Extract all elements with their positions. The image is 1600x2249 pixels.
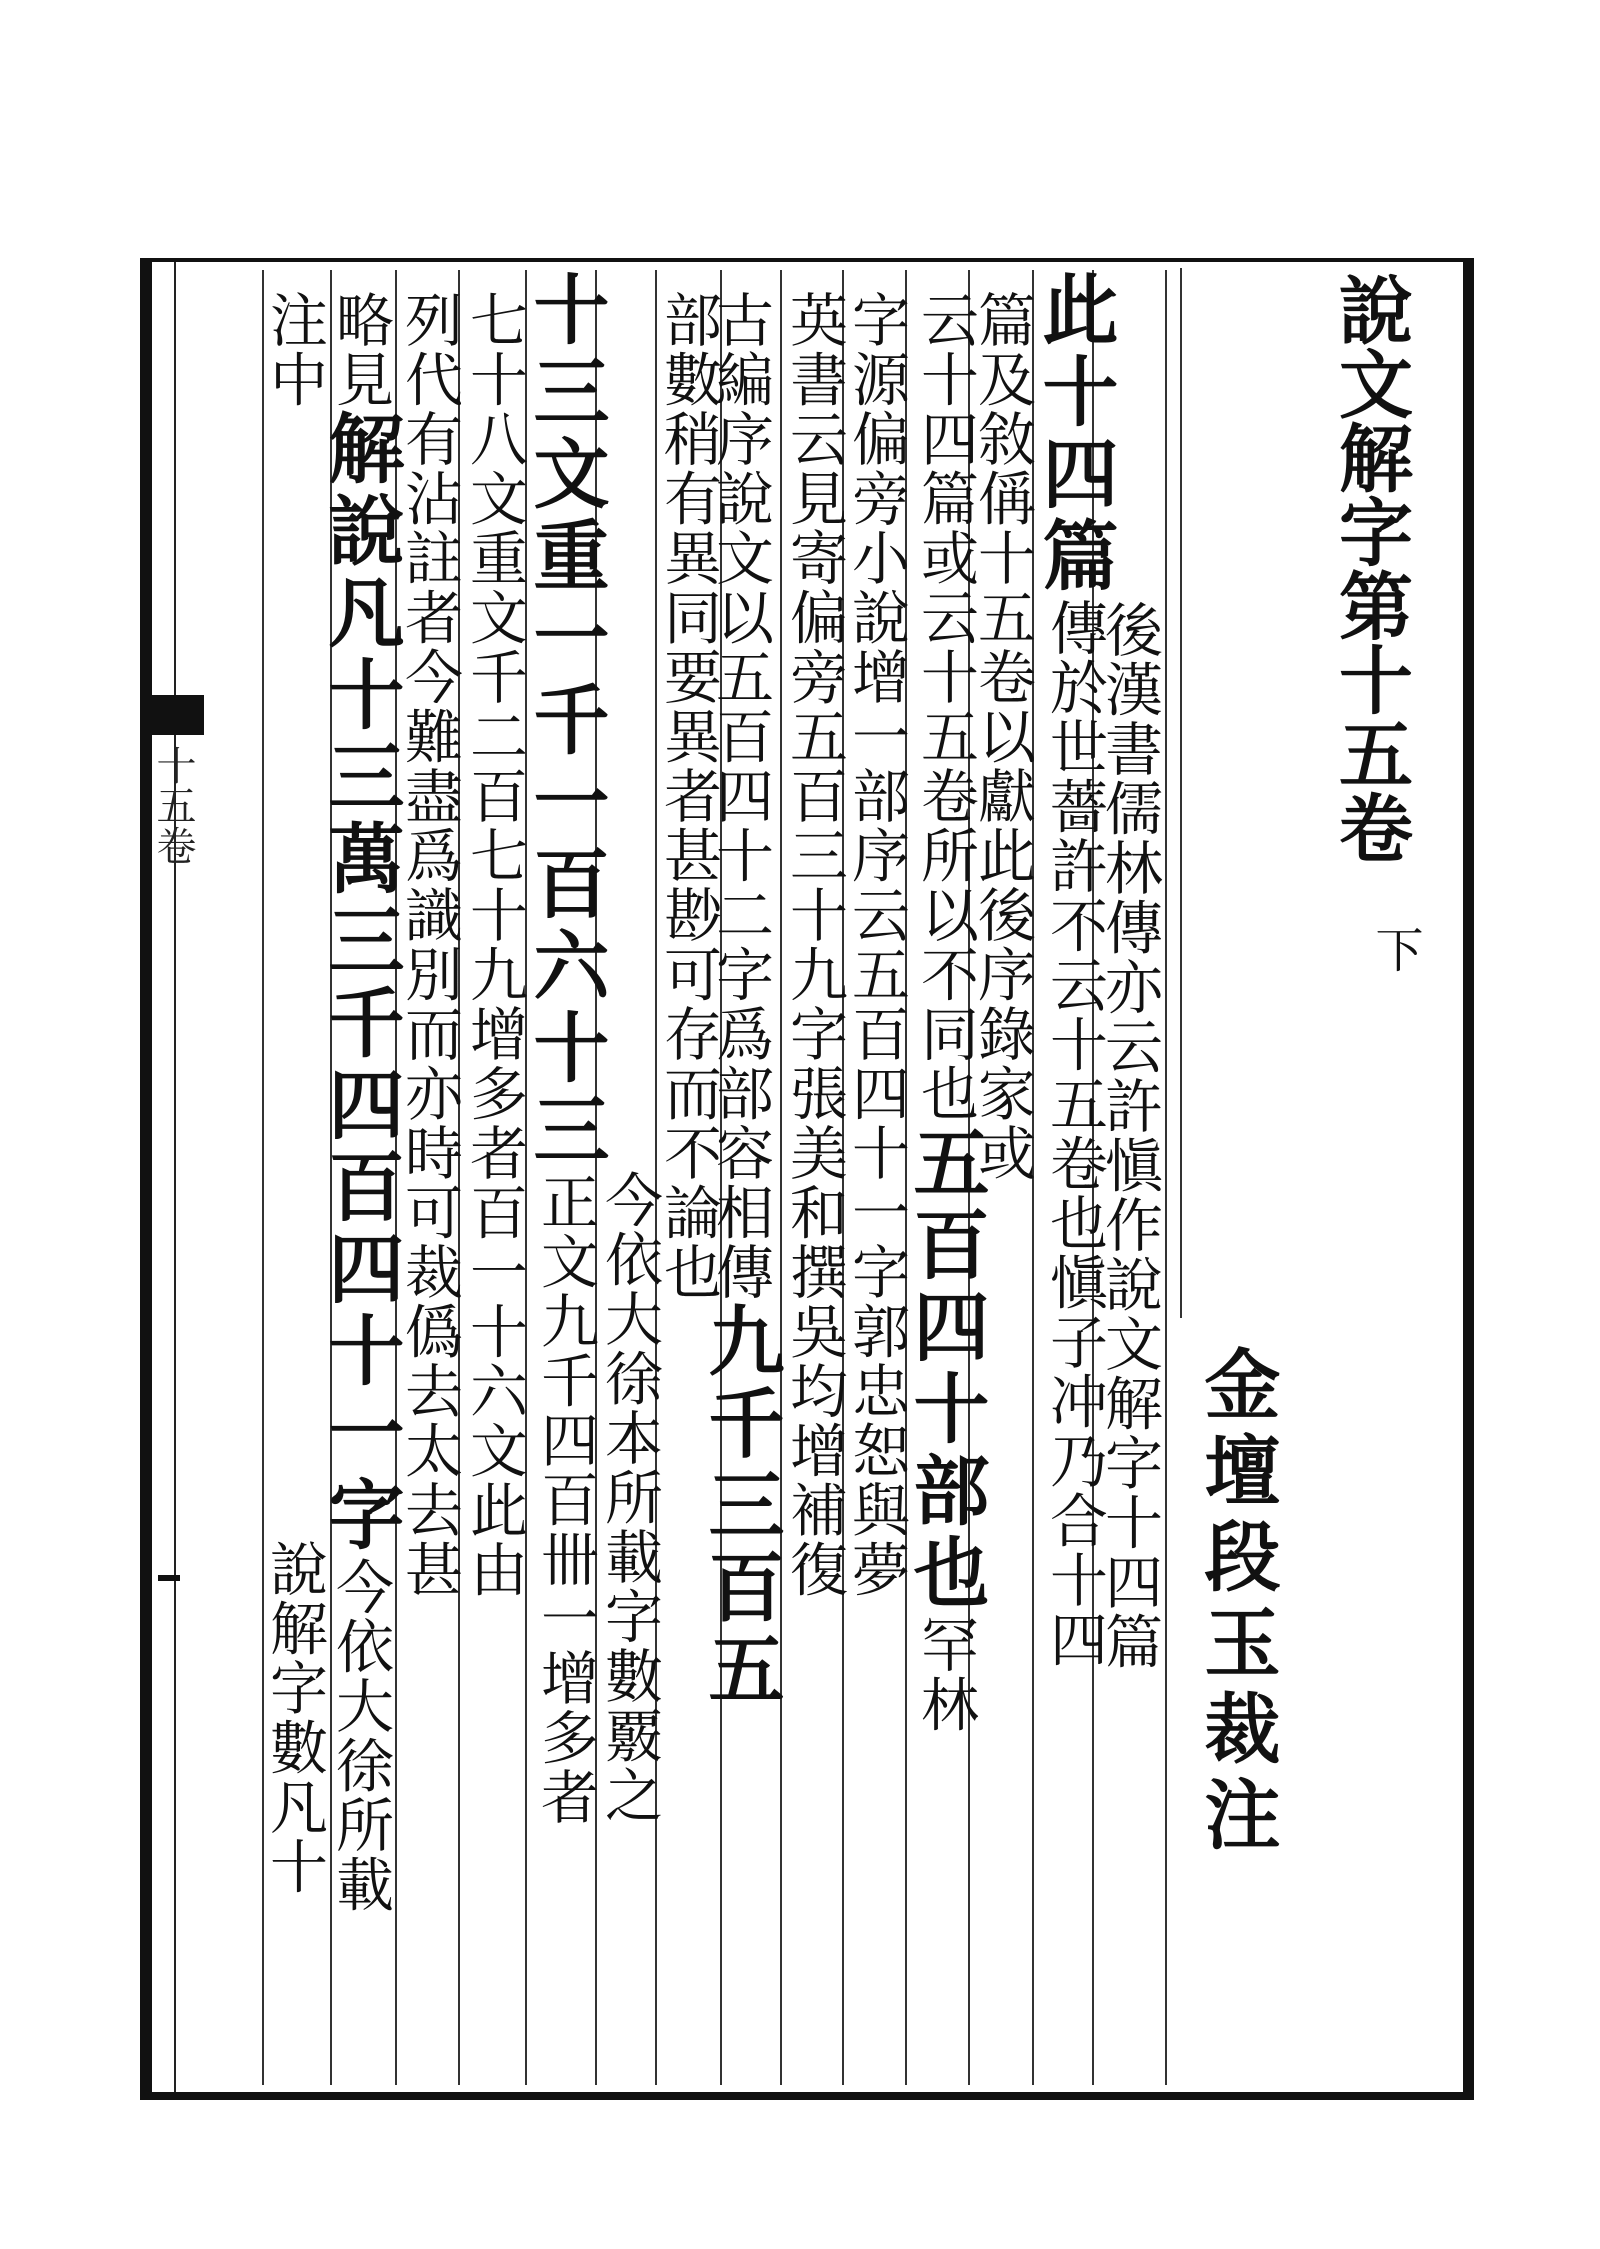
text-run: 云十四篇或云十五卷所以不同也 (911, 290, 979, 1123)
text-run: 此十四篇 (1030, 270, 1119, 598)
text-run: 字源偏旁小說增一部序云五百四十一字郭忠恕與夢 (842, 290, 910, 1599)
text-run: 今依大徐本所載字數覈之 (595, 1170, 663, 1825)
text-run: 英書云見寄偏旁五百三十九字張美和撰吳均增補復 (780, 290, 848, 1599)
text-column (262, 290, 326, 2085)
text-column (597, 1170, 661, 2080)
text-column (316, 290, 405, 2085)
text-run: 傳於世薔許不云十五卷也愼子冲乃合十四 (1040, 598, 1108, 1669)
text-column (397, 290, 461, 2085)
text-run: 七十八文重文千二百七十九增多者百一十六文此由 (460, 290, 528, 1599)
text-run: 略見 (326, 290, 394, 409)
text-run: 九千三百五 (696, 1301, 785, 1712)
text-run: 今依大徐所載 (326, 1557, 394, 1914)
text-column (521, 270, 610, 2080)
text-run: 五百四十部也 (901, 1123, 990, 1615)
text-run: 古編序說文以五百四十二字爲部容相傳 (706, 290, 774, 1302)
text-run: 注中 (260, 290, 328, 409)
text-run: 篇及敘偁十五卷以獻此後序錄家或 (968, 290, 1036, 1183)
text-run: 十三文重一千一百六十三 (521, 270, 610, 1172)
text-column (462, 290, 526, 2085)
text-column (901, 290, 990, 2085)
book-title-suffix: 下 (1367, 925, 1423, 973)
text-column (1030, 270, 1119, 2080)
text-run: 後漢書儒林傳亦云許愼作說文解字十四篇 (1095, 600, 1163, 1671)
text-column (782, 290, 846, 2085)
margin-strip (152, 262, 176, 2092)
text-run: 說解字數凡十 (260, 1539, 328, 1896)
book-title: 說文解字第十五卷 (1327, 272, 1413, 864)
margin-strip-text: 十五卷 (150, 745, 196, 865)
text-column (844, 290, 908, 2085)
text-run: 解說凡十三萬三千四百四十一字 (316, 409, 405, 1557)
text-run: 列代有沾註者今難盡爲識別而亦時可裁僞去太去甚 (395, 290, 463, 1599)
text-run: 正文九千四百卌一增多者 (531, 1172, 599, 1827)
text-run: 部數稍有異同要異者甚尠可存而不論也 (654, 290, 722, 1302)
margin-strip-mark (158, 1575, 180, 1581)
column-rule (1165, 270, 1167, 2085)
fish-tail-mark (152, 695, 204, 735)
text-run: 罕林 (911, 1615, 979, 1734)
text-column (656, 290, 720, 1790)
author-line: 金壇段玉裁注 (1192, 1345, 1281, 1861)
title-column-rule (1180, 268, 1182, 1318)
